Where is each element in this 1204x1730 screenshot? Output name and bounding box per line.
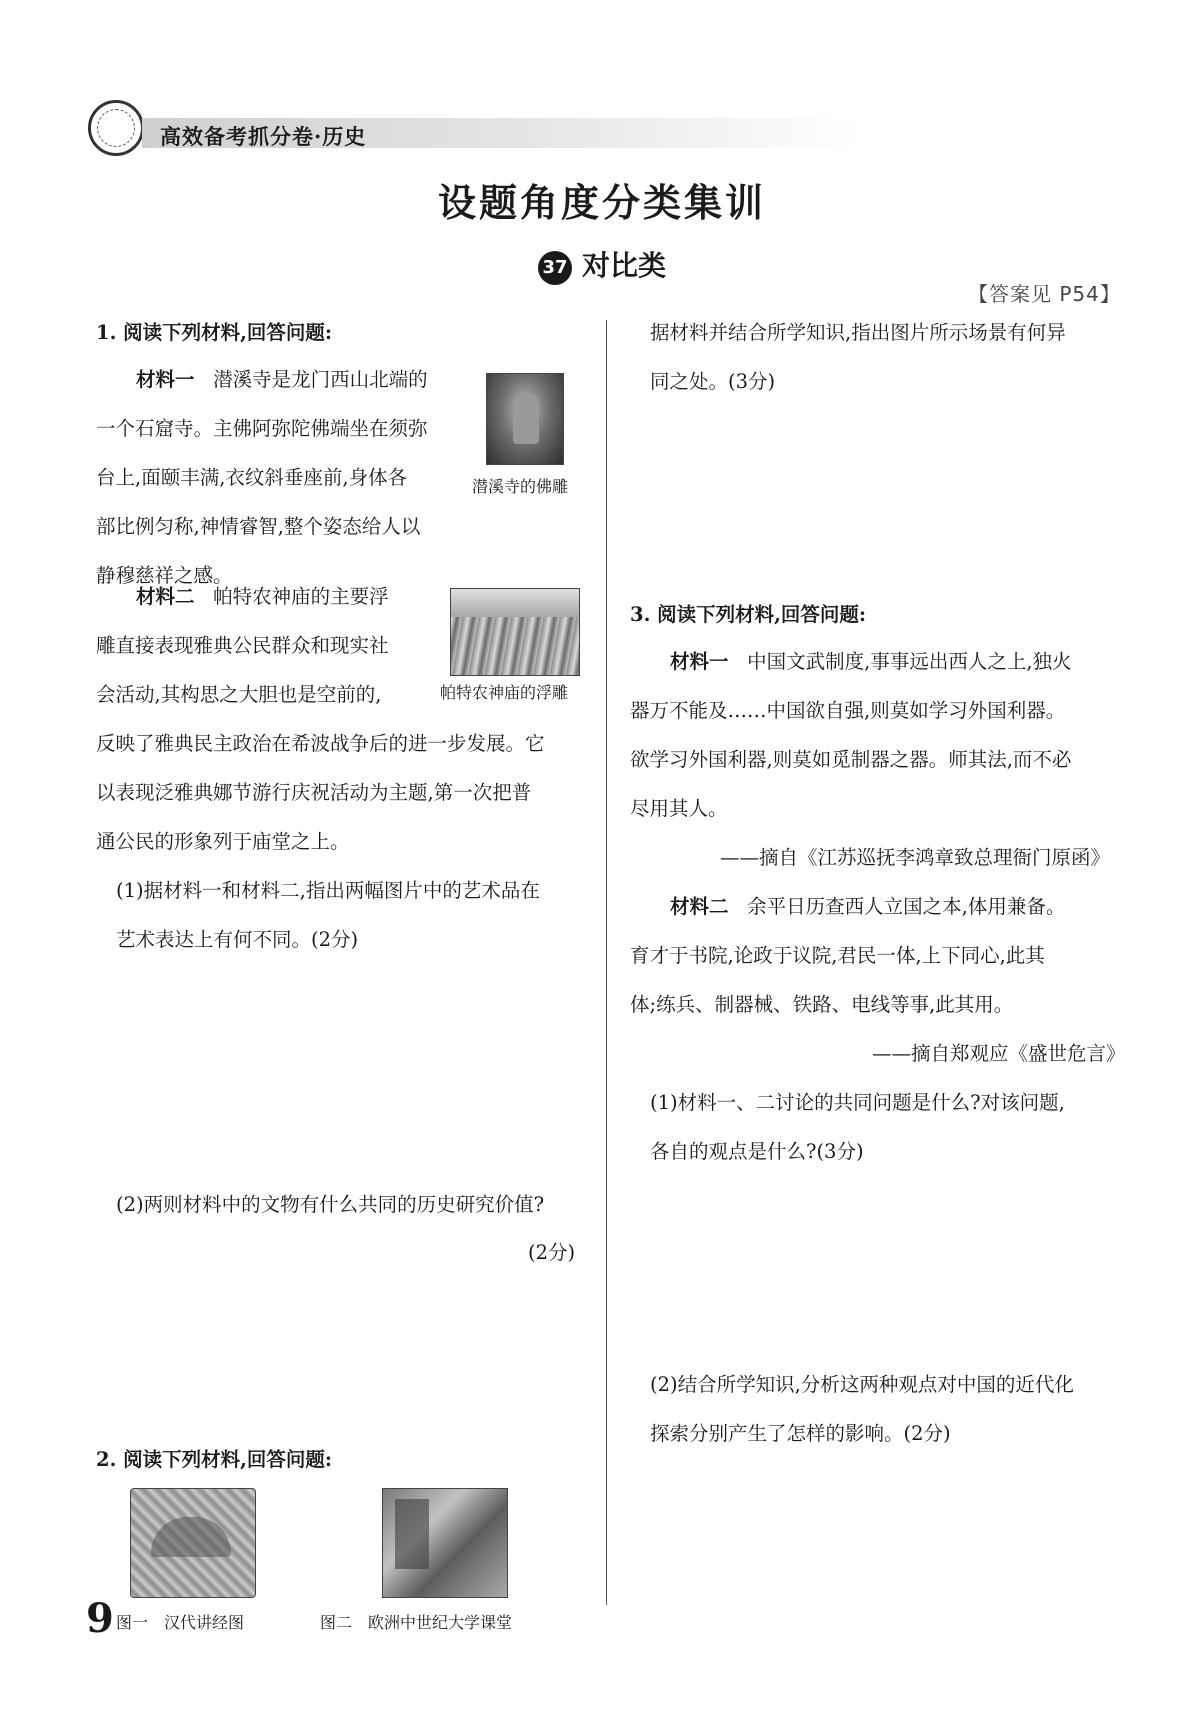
q3-material2-line-0: 材料二 余平日历查西人立国之本,体用兼备。 — [670, 895, 1066, 918]
q1-sub1-line-0: (1)据材料一和材料二,指出两幅图片中的艺术品在 — [116, 879, 540, 902]
q3-material1-line-0: 材料一 中国文武制度,事事远出西人之上,独火 — [670, 650, 1072, 673]
q3-sub2-line-1: 探索分别产生了怎样的影响。(2分) — [650, 1422, 951, 1445]
q2-question-line-1: 同之处。(3分) — [650, 370, 776, 393]
q3-sub2-line-0: (2)结合所学知识,分析这两种观点对中国的近代化 — [650, 1373, 1074, 1396]
q1-material2-line-1: 雕直接表现雅典公民群众和现实社 — [96, 634, 389, 657]
q3-sub1-line-1: 各自的观点是什么?(3分) — [650, 1140, 864, 1163]
q2-fig1-caption: 图一 汉代讲经图 — [116, 1613, 245, 1632]
q1-material1-line-0: 材料一 潜溪寺是龙门西山北端的 — [136, 368, 428, 391]
column-divider — [606, 320, 607, 1605]
q1-sub2-points: (2分) — [528, 1241, 576, 1264]
q3-sub1-line-0: (1)材料一、二讨论的共同问题是什么?对该问题, — [650, 1091, 1065, 1114]
q3-material2-source: ——摘自郑观应《盛世危言》 — [872, 1042, 1126, 1065]
publisher-logo — [88, 100, 144, 156]
q1-material1-line-3: 部比例匀称,神情睿智,整个姿态给人以 — [96, 515, 421, 538]
q1-material2-line-4: 以表现泛雅典娜节游行庆祝活动为主题,第一次把普 — [96, 781, 532, 804]
q1-material1-label: 材料一 — [136, 368, 195, 391]
medieval-classroom-image — [382, 1488, 508, 1598]
q3-material1-label: 材料一 — [670, 650, 729, 673]
q1-material2-line-5: 通公民的形象列于庙堂之上。 — [96, 830, 350, 853]
q1-material1-caption: 潜溪寺的佛雕 — [472, 477, 569, 496]
q3-material1-line-3: 尽用其人。 — [630, 797, 728, 820]
q2-prompt: 2. 阅读下列材料,回答问题: — [96, 1448, 333, 1471]
q1-prompt: 1. 阅读下列材料,回答问题: — [96, 321, 333, 344]
q3-prompt: 3. 阅读下列材料,回答问题: — [630, 603, 867, 626]
q2-fig2-caption: 图二 欧洲中世纪大学课堂 — [320, 1613, 513, 1632]
page-title: 设题角度分类集训 — [437, 180, 766, 225]
q3-material1-source: ——摘自《江苏巡抚李鸿章致总理衙门原函》 — [720, 846, 1111, 869]
q3-material1-line-2: 欲学习外国利器,则莫如觅制器之器。师其法,而不必 — [630, 748, 1072, 771]
q2-question-line-0: 据材料并结合所学知识,指出图片所示场景有何异 — [650, 321, 1066, 344]
q1-material2-caption: 帕特农神庙的浮雕 — [440, 683, 569, 702]
q1-material1-line-1: 一个石窟寺。主佛阿弥陀佛端坐在须弥 — [96, 417, 428, 440]
q3-material1-line-1: 器万不能及……中国欲自强,则莫如学习外国利器。 — [630, 699, 1066, 722]
q3-material2-label: 材料二 — [670, 895, 729, 918]
answer-reference: 【答案见 P54】 — [968, 282, 1121, 306]
q3-material2-line-1: 育才于书院,论政于议院,君民一体,上下同心,此其 — [630, 944, 1045, 967]
q1-material2-label: 材料二 — [136, 585, 195, 608]
buddha-statue-image — [486, 373, 564, 465]
q1-sub1-line-1: 艺术表达上有何不同。(2分) — [116, 928, 359, 951]
q1-material2-line-0: 材料二 帕特农神庙的主要浮 — [136, 585, 389, 608]
section-number-badge: 37 — [538, 251, 572, 285]
q3-material2-line-2: 体;练兵、制器械、铁路、电线等事,此其用。 — [630, 993, 1014, 1016]
q1-material1-line-2: 台上,面颐丰满,衣纹斜垂座前,身体各 — [96, 466, 408, 489]
han-lecture-image — [130, 1488, 256, 1598]
section-title-text: 对比类 — [581, 249, 666, 282]
series-title: 高效备考抓分卷·历史 — [160, 124, 367, 149]
q1-material2-line-3: 反映了雅典民主政治在希波战争后的进一步发展。它 — [96, 732, 545, 755]
q1-material1-line-4: 静穆慈祥之感。 — [96, 564, 233, 587]
q1-sub2-line: (2)两则材料中的文物有什么共同的历史研究价值? — [116, 1193, 545, 1216]
parthenon-relief-image — [450, 588, 580, 676]
page-number: 9 — [86, 1595, 114, 1642]
q1-material2-line-2: 会活动,其构思之大胆也是空前的, — [96, 683, 382, 706]
